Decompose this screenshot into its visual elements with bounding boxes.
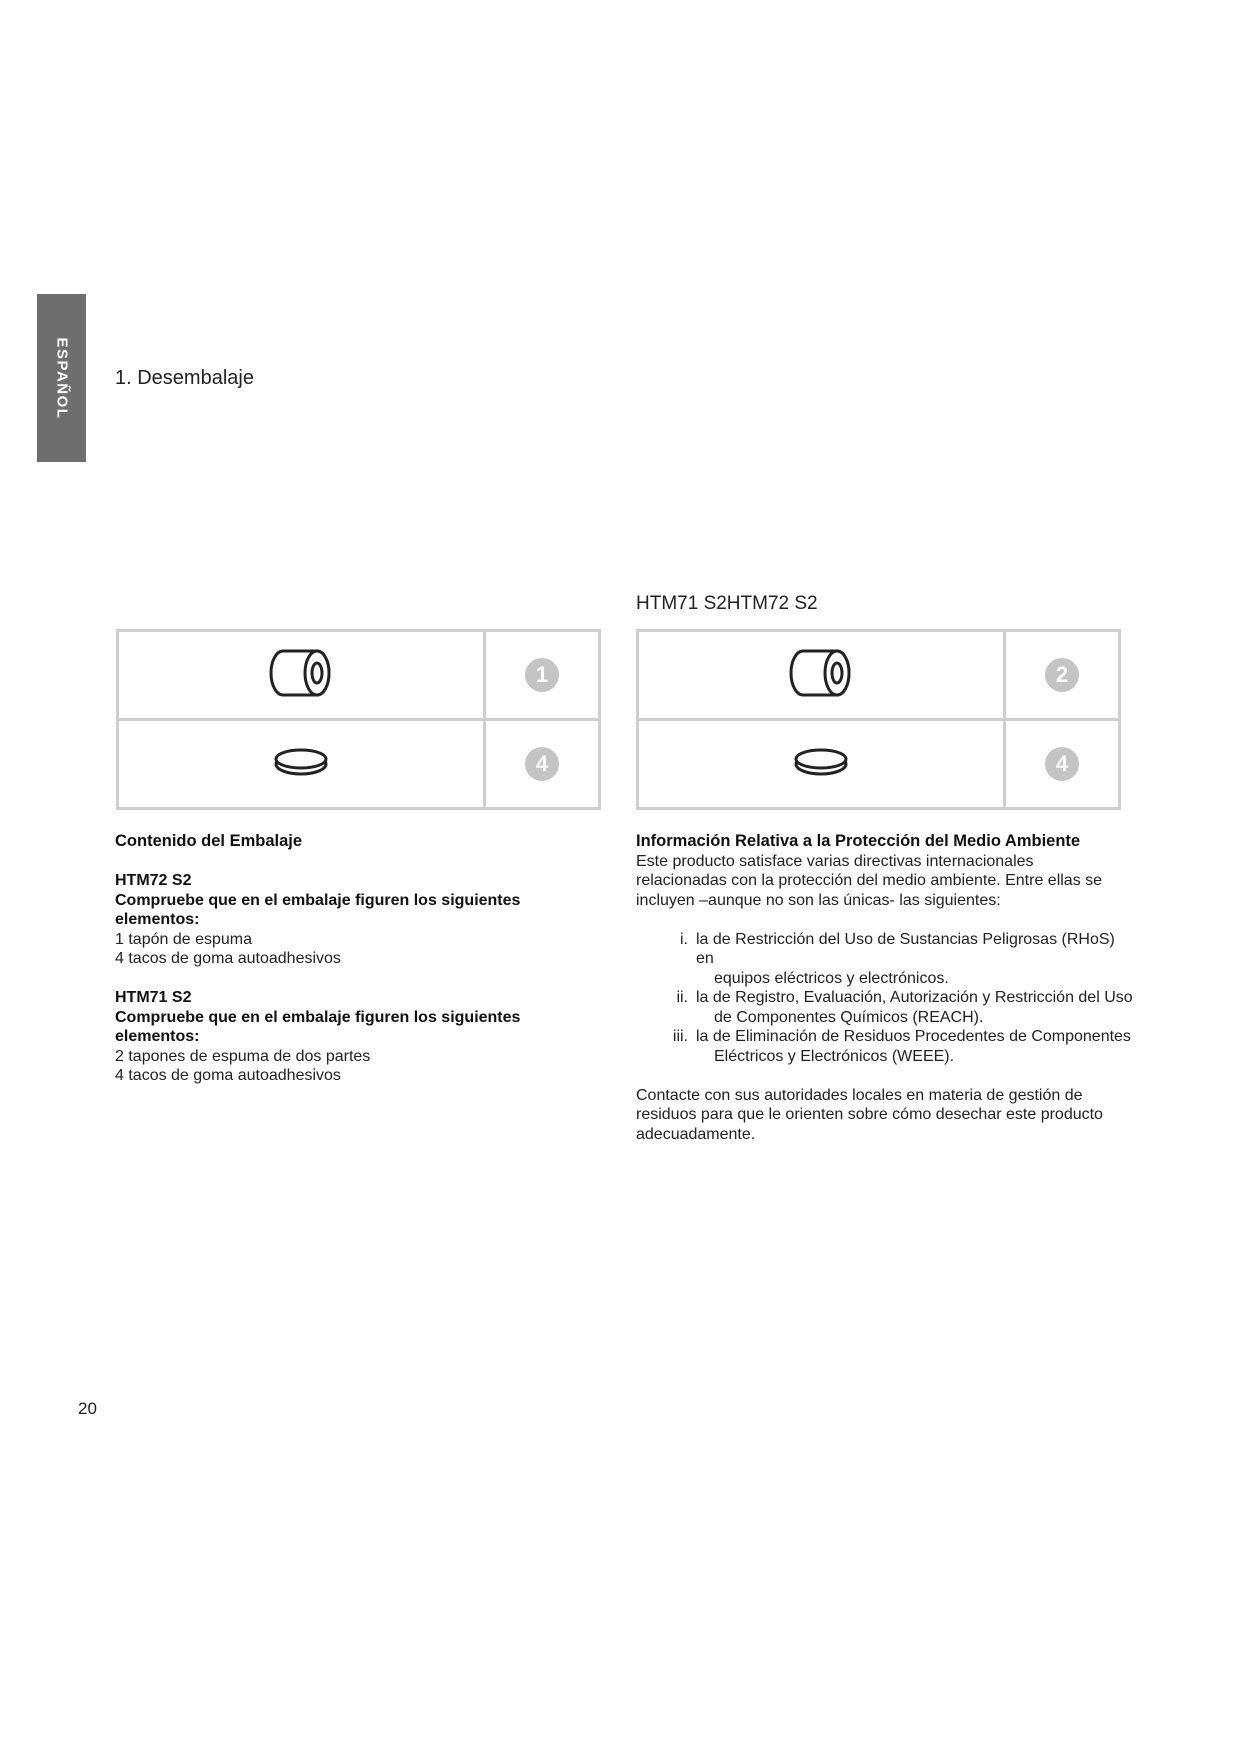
quantity-badge: 4 <box>1045 747 1079 781</box>
item-cell <box>638 631 1005 720</box>
table-row <box>118 631 600 720</box>
quantity-badge: 1 <box>525 658 559 692</box>
paragraph-line: Contacte con sus autoridades locales en materia de gestión de <box>636 1086 1083 1104</box>
list-item <box>636 1027 1136 1066</box>
foam-plug-icon <box>785 647 857 699</box>
quantity-cell <box>485 720 600 809</box>
list-item: 4 tacos de goma autoadhesivos <box>115 950 341 967</box>
paragraph-line: incluyen –aunque no son las únicas- las siguientes: <box>636 891 1001 909</box>
quantity-cell <box>485 631 600 720</box>
check-text: elementos: <box>115 911 200 928</box>
contents-column <box>115 832 585 1086</box>
table-row <box>638 631 1120 720</box>
left-package-table <box>116 629 601 810</box>
list-item: 2 tapones de espuma de dos partes <box>115 1047 371 1065</box>
rubber-foot-icon <box>793 747 849 777</box>
contents-heading: Contenido del Embalaje <box>115 832 303 850</box>
model-htm71: HTM71 S2 <box>115 989 192 1006</box>
directive-text: la de Registro, Evaluación, Autorización y Restricción del Uso <box>696 989 1133 1006</box>
model-htm72: HTM72 S2 <box>115 872 192 889</box>
language-tab-label: ESPAÑOL <box>53 337 70 419</box>
right-package-table <box>636 629 1121 810</box>
directive-text: de Componentes Químicos (REACH). <box>714 1008 984 1026</box>
item-cell <box>118 720 485 809</box>
quantity-cell <box>1005 631 1120 720</box>
directive-text: la de Eliminación de Residuos Procedentes de Componentes <box>696 1028 1131 1045</box>
check-text: Compruebe que en el embalaje figuren los siguientes <box>115 1008 521 1026</box>
quantity-badge: 4 <box>525 747 559 781</box>
item-cell <box>638 720 1005 809</box>
paragraph-line: residuos para que le orienten sobre cómo desechar este producto <box>636 1106 1103 1123</box>
directive-text: la de Restricción del Uso de Sustancias Peligrosas (RHoS) en <box>696 930 1115 967</box>
section-title: 1. Desembalaje <box>115 367 254 389</box>
directive-text: equipos eléctricos y electrónicos. <box>714 969 949 987</box>
paragraph-line: relacionadas con la protección del medio ambiente. Entre ellas se <box>636 872 1103 889</box>
page-number: 20 <box>78 1399 97 1418</box>
paragraph-line: Este producto satisface varias directivas internacionales <box>636 852 1034 870</box>
list-marker: i. <box>680 930 688 948</box>
check-text: elementos: <box>115 1028 200 1045</box>
model-header: HTM71 S2HTM72 S2 <box>636 593 818 614</box>
quantity-badge: 2 <box>1045 658 1079 692</box>
paragraph-line: adecuadamente. <box>636 1125 756 1143</box>
list-item: 4 tacos de goma autoadhesivos <box>115 1067 341 1084</box>
list-item <box>636 988 1136 1027</box>
directives-list <box>636 930 1136 1067</box>
table-row <box>118 720 600 809</box>
list-item: 1 tapón de espuma <box>115 930 252 948</box>
environment-heading: Información Relativa a la Protección del Medio Ambiente <box>636 832 1081 850</box>
quantity-cell <box>1005 720 1120 809</box>
item-cell <box>118 631 485 720</box>
language-tab <box>37 294 86 462</box>
environment-column <box>636 832 1136 1144</box>
table-row <box>638 720 1120 809</box>
rubber-foot-icon <box>273 747 329 777</box>
list-marker: iii. <box>672 1028 688 1045</box>
list-item <box>636 930 1136 989</box>
foam-plug-icon <box>265 647 337 699</box>
check-text: Compruebe que en el embalaje figuren los siguientes <box>115 891 521 909</box>
list-marker: ii. <box>676 989 688 1006</box>
directive-text: Eléctricos y Electrónicos (WEEE). <box>714 1047 955 1065</box>
